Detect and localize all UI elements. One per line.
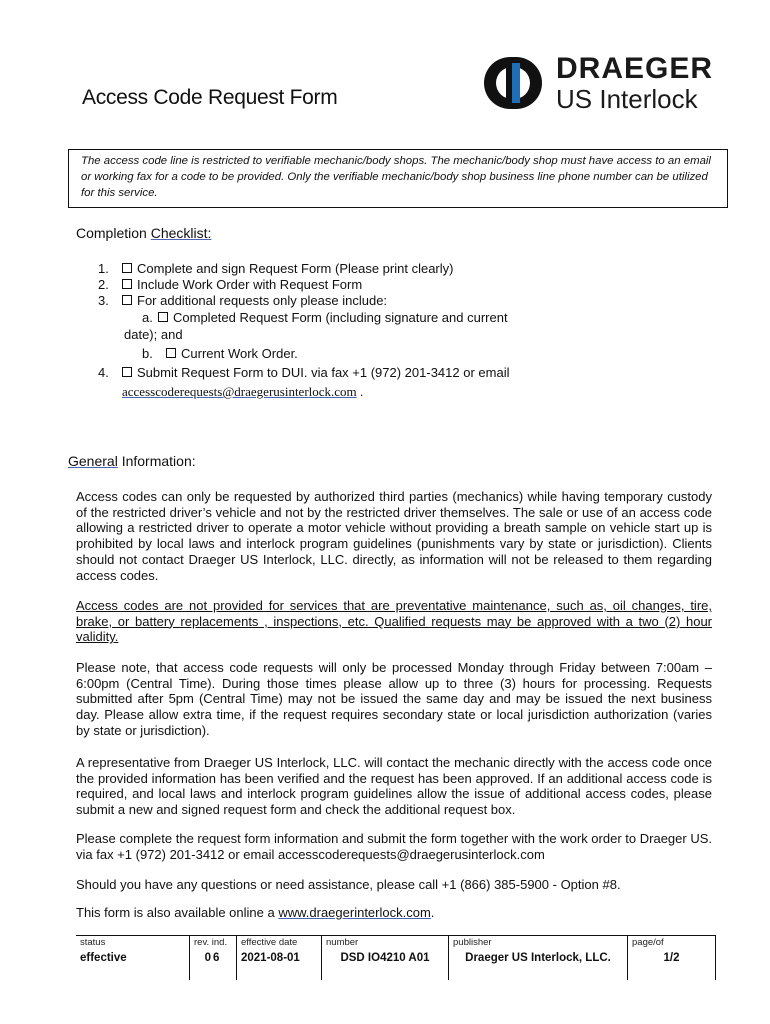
footer-label: effective date [241, 937, 298, 948]
general-info-heading [68, 453, 196, 469]
general-info-paragraph-4 [76, 755, 712, 818]
checklist-item-4 [98, 364, 509, 382]
logo-subtitle-text: US Interlock [556, 84, 698, 114]
checklist-item-number: 3. [98, 293, 109, 308]
footer-value: effective [80, 952, 127, 964]
footer-value: DSD IO4210 A01 [340, 952, 430, 964]
document-footer-table [76, 935, 716, 980]
draeger-d-logo-icon [482, 55, 544, 111]
checklist-item-label: Include Work Order with Request Form [137, 277, 363, 292]
footer-number-cell [322, 936, 449, 981]
company-logo [482, 52, 732, 114]
checkbox-icon [158, 312, 168, 322]
general-info-paragraph-2 [76, 598, 712, 645]
checklist-subitem-label: Completed Request Form (including signature and current [173, 310, 508, 325]
checkbox-icon [166, 348, 176, 358]
checklist-heading [76, 225, 211, 241]
paragraph-text [76, 905, 712, 921]
checklist-item-number: 1. [98, 261, 109, 276]
footer-label: number [326, 937, 359, 948]
page-title: Access Code Request Form [82, 86, 338, 109]
general-info-heading-part-1: General [68, 453, 118, 469]
footer-revision-cell [190, 936, 237, 981]
checkbox-icon [122, 367, 132, 377]
footer-date-cell [237, 936, 322, 981]
paragraph-text: A representative from Draeger US Interlock, LLC. will contact the mechanic directly with the access code once the provided information has been verified and the request has been approved. If an additional access code is required, and local laws and interlock program guidelines allow the issue of additional access codes, please submit a new and signed request form and check the additional request box. [76, 755, 712, 818]
footer-page-cell [628, 936, 716, 981]
website-link[interactable]: www.draegerinterlock.com [278, 905, 431, 920]
paragraph-text: Please complete the request form information and submit the form together with the work order to Draeger US. via fax +1 (972) 201-3412 or email accesscoderequests@draegerusinterlock.com [76, 831, 712, 862]
checklist-subitem-letter: b. [142, 346, 153, 361]
paragraph-text: Access codes are not provided for services that are preventative maintenance, such as, oil changes, tire, brake, or battery replacements , inspections, etc. Qualified requests may be approved with a two (2) hour validity. [76, 598, 712, 645]
general-info-paragraph-6 [76, 877, 712, 893]
checklist-email-link[interactable]: accesscoderequests@draegerusinterlock.com [122, 384, 357, 399]
paragraph-text: Access codes can only be requested by authorized third parties (mechanics) while having temporary custody of the restricted driver’s vehicle and not by the restricted driver themselves. The sale or use of an access code allowing a restricted driver to operate a motor vehicle without providing a breath sample on vehicle start up is prohibited by local laws and interlock program guidelines (punishments vary by state or jurisdiction). Clients should not contact Draeger US Interlock, LLC. directly, as information will not be released to them regarding access codes. [76, 489, 712, 583]
checkbox-icon [122, 295, 132, 305]
footer-value: 1/2 [663, 952, 680, 964]
general-info-paragraph-5 [76, 831, 712, 862]
footer-label: status [80, 937, 106, 948]
footer-value: 2021-08-01 [241, 952, 300, 964]
online-suffix: . [430, 905, 435, 920]
restriction-notice: The access code line is restricted to verifiable mechanic/body shops. The mechanic/body shop must have access to an email or working fax for a code to be provided. Only the verifiable mechanic/body shop business line phone number can be utilized for this service. [68, 149, 728, 208]
checklist-item-label: For additional requests only please include: [137, 293, 388, 308]
footer-publisher-cell [449, 936, 628, 981]
footer-label: publisher [453, 937, 492, 948]
checklist-item-number: 4. [98, 365, 109, 380]
checklist-subitem-letter: a. [142, 310, 153, 325]
checklist-heading-part-2: Checklist: [150, 225, 212, 241]
checklist-email-period: . [356, 384, 364, 399]
online-prefix: This form is also available online a [76, 905, 279, 920]
checklist-subitem-a-continued: date); and [124, 327, 183, 342]
footer-value: 06 [204, 952, 222, 964]
checkbox-icon [122, 263, 132, 273]
checklist-item-label: Complete and sign Request Form (Please print clearly) [137, 261, 454, 276]
checkbox-icon [122, 279, 132, 289]
checklist-subitem-label: Current Work Order. [181, 346, 298, 361]
checklist-email-line [122, 383, 363, 401]
general-info-paragraph-3 [76, 660, 712, 739]
footer-label: rev. ind. [194, 937, 228, 948]
footer-value: Draeger US Interlock, LLC. [465, 952, 611, 964]
footer-label: page/of [632, 937, 664, 948]
paragraph-text: Please note, that access code requests will only be processed Monday through Friday between 7:00am – 6:00pm (Central Time). During those times please allow up to three (3) hours for processing. Requests submitted after 5pm (Central Time) may not be issued the same day and may be issued the next business day. Please allow extra time, if the request requires secondary state or local jurisdiction authorization (varies by state or jurisdiction). [76, 660, 712, 738]
general-info-paragraph-1 [76, 489, 712, 583]
general-info-heading-part-2: Information: [121, 453, 196, 469]
checklist-item-3 [98, 292, 387, 310]
checklist-subitem-a [142, 309, 508, 327]
checklist-subitem-b [142, 345, 298, 363]
footer-status-cell [76, 936, 190, 981]
logo-brand-text: DRAEGER [556, 52, 714, 85]
checklist-heading-part-1: Completion [76, 225, 147, 241]
paragraph-text: Should you have any questions or need assistance, please call +1 (866) 385-5900 - Option #8. [76, 877, 621, 892]
checklist-item-number: 2. [98, 277, 109, 292]
checklist-item-label: Submit Request Form to DUI. via fax +1 (972) 201-3412 or email [137, 365, 510, 380]
general-info-paragraph-7 [76, 905, 712, 921]
